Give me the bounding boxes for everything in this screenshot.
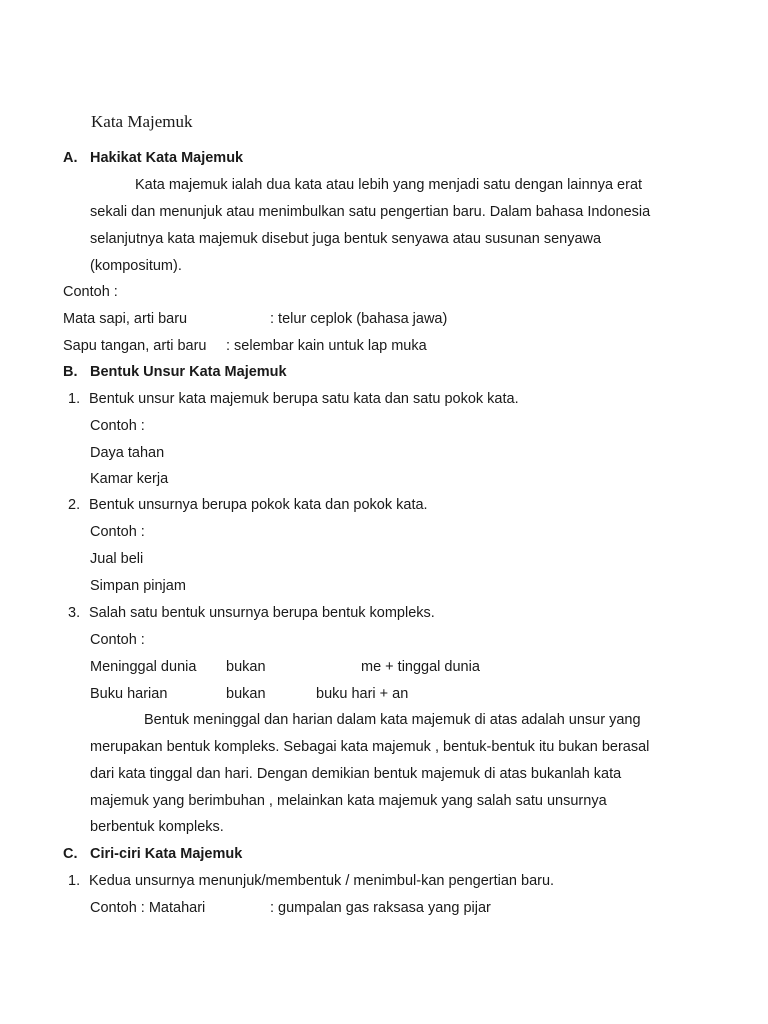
section-a-title: Hakikat Kata Majemuk [90, 150, 244, 166]
example-label: Contoh : [90, 418, 145, 434]
document-title: Kata Majemuk [91, 112, 193, 131]
complex-word: Buku harian [90, 686, 168, 702]
example-meaning: : gumpalan gas raksasa yang pijar [270, 900, 491, 916]
section-a-paragraph-line: Kata majemuk ialah dua kata atau lebih yang menjadi satu dengan lainnya erat [135, 177, 643, 193]
item-number: 1. [68, 391, 81, 407]
item-text: Bentuk unsur kata majemuk berupa satu kata dan satu pokok kata. [89, 391, 519, 407]
item-text: Salah satu bentuk unsurnya berupa bentuk kompleks. [89, 605, 435, 621]
example-term: Sapu tangan, arti baru [63, 338, 207, 354]
section-b-paragraph-line: dari kata tinggal dan hari. Dengan demikian bentuk majemuk di atas bukanlah kata [90, 766, 622, 782]
item-number: 3. [68, 605, 81, 621]
section-a-paragraph-line: sekali dan menunjuk atau menimbulkan satu pengertian baru. Dalam bahasa Indonesia [90, 204, 651, 220]
item-number: 1. [68, 873, 81, 889]
item-number: 2. [68, 497, 81, 513]
example-term: Mata sapi, arti baru [63, 311, 188, 327]
complex-form: me + tinggal dunia [361, 659, 480, 675]
section-b-paragraph-line: berbentuk kompleks. [90, 819, 224, 835]
complex-relation: bukan [226, 686, 266, 702]
section-b-paragraph-line: Bentuk meninggal dan harian dalam kata majemuk di atas adalah unsur yang [144, 712, 641, 728]
section-a-paragraph-line: selanjutnya kata majemuk disebut juga bentuk senyawa atau susunan senyawa [90, 231, 602, 247]
section-b-marker: B. [63, 364, 78, 380]
example-meaning: : telur ceplok (bahasa jawa) [270, 311, 448, 327]
section-a-example-label: Contoh : [63, 284, 118, 300]
section-c-title: Ciri-ciri Kata Majemuk [90, 846, 243, 862]
section-b-paragraph-line: majemuk yang berimbuhan , melainkan kata majemuk yang salah satu unsurnya [90, 793, 607, 809]
item-text: Kedua unsurnya menunjuk/membentuk / menimbul-kan pengertian baru. [89, 873, 555, 889]
example-term: Jual beli [90, 551, 144, 567]
complex-form: buku hari + an [316, 686, 409, 702]
example-term: Contoh : Matahari [90, 900, 206, 916]
section-a-marker: A. [63, 150, 78, 166]
example-meaning: : selembar kain untuk lap muka [226, 338, 427, 354]
section-a-paragraph-line: (kompositum). [90, 258, 182, 274]
example-term: Daya tahan [90, 445, 165, 461]
example-term: Simpan pinjam [90, 578, 186, 594]
complex-word: Meninggal dunia [90, 659, 197, 675]
section-c-marker: C. [63, 846, 78, 862]
example-label: Contoh : [90, 632, 145, 648]
section-b-title: Bentuk Unsur Kata Majemuk [90, 364, 287, 380]
example-label: Contoh : [90, 524, 145, 540]
complex-relation: bukan [226, 659, 266, 675]
section-b-paragraph-line: merupakan bentuk kompleks. Sebagai kata majemuk , bentuk-bentuk itu bukan berasal [90, 739, 650, 755]
item-text: Bentuk unsurnya berupa pokok kata dan pokok kata. [89, 497, 428, 513]
example-term: Kamar kerja [90, 471, 169, 487]
